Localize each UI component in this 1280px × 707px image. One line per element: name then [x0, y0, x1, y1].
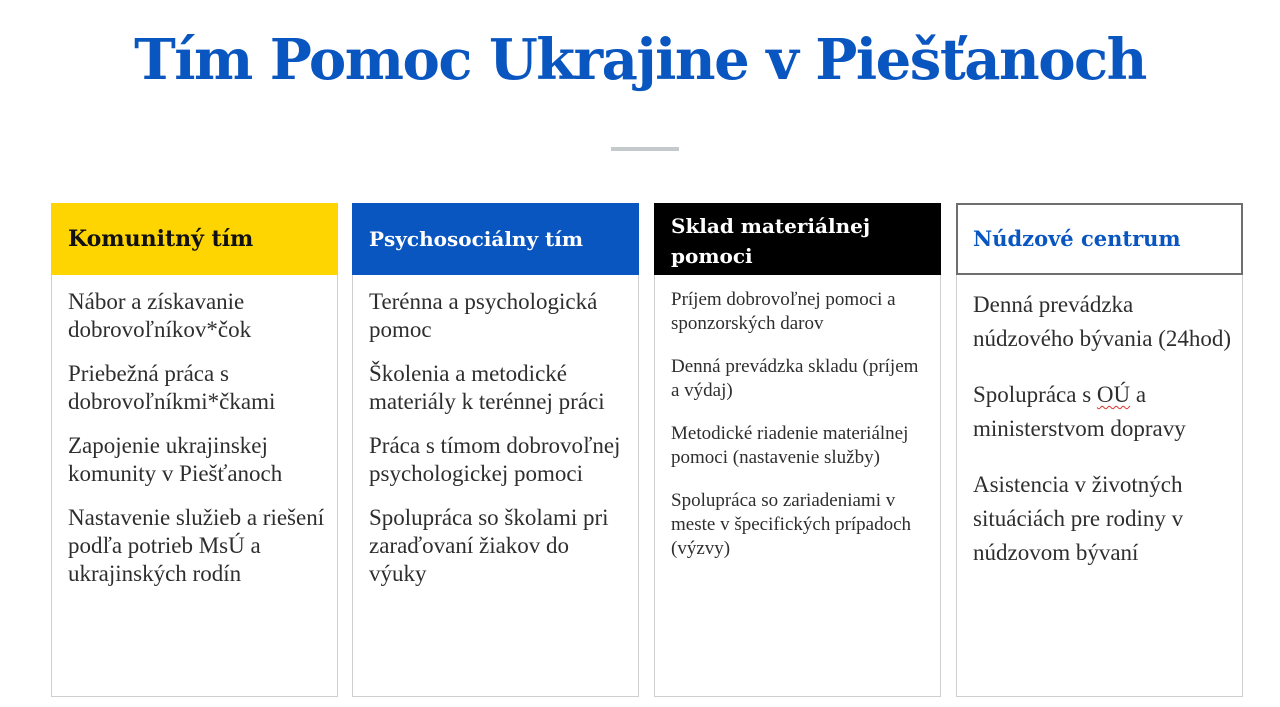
list-item: Terénna a psychologická pomoc [369, 289, 598, 342]
list-item: Denná prevádzka núdzového bývania (24hod) [973, 292, 1232, 351]
column-komunitny-tim [51, 203, 338, 697]
list-item: Príjem dobrovoľnej pomoci a sponzorských darov [671, 289, 896, 334]
column-sklad-materialnej-pomoci [654, 203, 941, 697]
column-heading: Psychosociálny tím [352, 203, 639, 275]
column-heading: Sklad materiálnej pomoci [654, 203, 941, 275]
list-item [973, 378, 1232, 446]
list-item: Nábor a získavanie dobrovoľníkov*čok [68, 289, 252, 342]
column-nudzove-centrum [956, 203, 1243, 697]
page-title: Tím Pomoc Ukrajine v Piešťanoch [134, 27, 1146, 93]
column-heading: Núdzové centrum [956, 203, 1243, 275]
column-heading: Komunitný tím [51, 203, 338, 275]
list-item: Práca s tímom dobrovoľnej psychologickej pomoci [369, 433, 621, 486]
list-item: Asistencia v životných situáciách pre rodiny v núdzovom bývaní [973, 472, 1184, 565]
list-item: Školenia a metodické materiály k terénnej práci [369, 361, 605, 414]
list-item-text: Spolupráca s [973, 382, 1097, 407]
list-item: Metodické riadenie materiálnej pomoci (nastavenie služby) [671, 423, 909, 468]
list-item: Nastavenie služieb a riešení podľa potrieb MsÚ a ukrajinských rodín [68, 505, 325, 586]
column-psychosocialny-tim [352, 203, 639, 697]
list-item: Spolupráca so školami pri zaraďovaní žiakov do výuky [369, 505, 609, 586]
list-item: Zapojenie ukrajinskej komunity v Piešťanoch [68, 433, 283, 486]
list-item-text: a ministerstvom dopravy [973, 382, 1186, 441]
column-body [352, 275, 639, 697]
list-item: Spolupráca so zariadeniami v meste v špecifických prípadoch (výzvy) [671, 490, 912, 559]
column-body [654, 275, 941, 697]
column-body [956, 275, 1243, 697]
list-item: Priebežná práca s dobrovoľníkmi*čkami [68, 361, 276, 414]
spellcheck-marked-word: OÚ [1096, 382, 1131, 407]
title-divider [611, 147, 679, 151]
list-item: Denná prevádzka skladu (príjem a výdaj) [671, 356, 919, 401]
column-body [51, 275, 338, 697]
